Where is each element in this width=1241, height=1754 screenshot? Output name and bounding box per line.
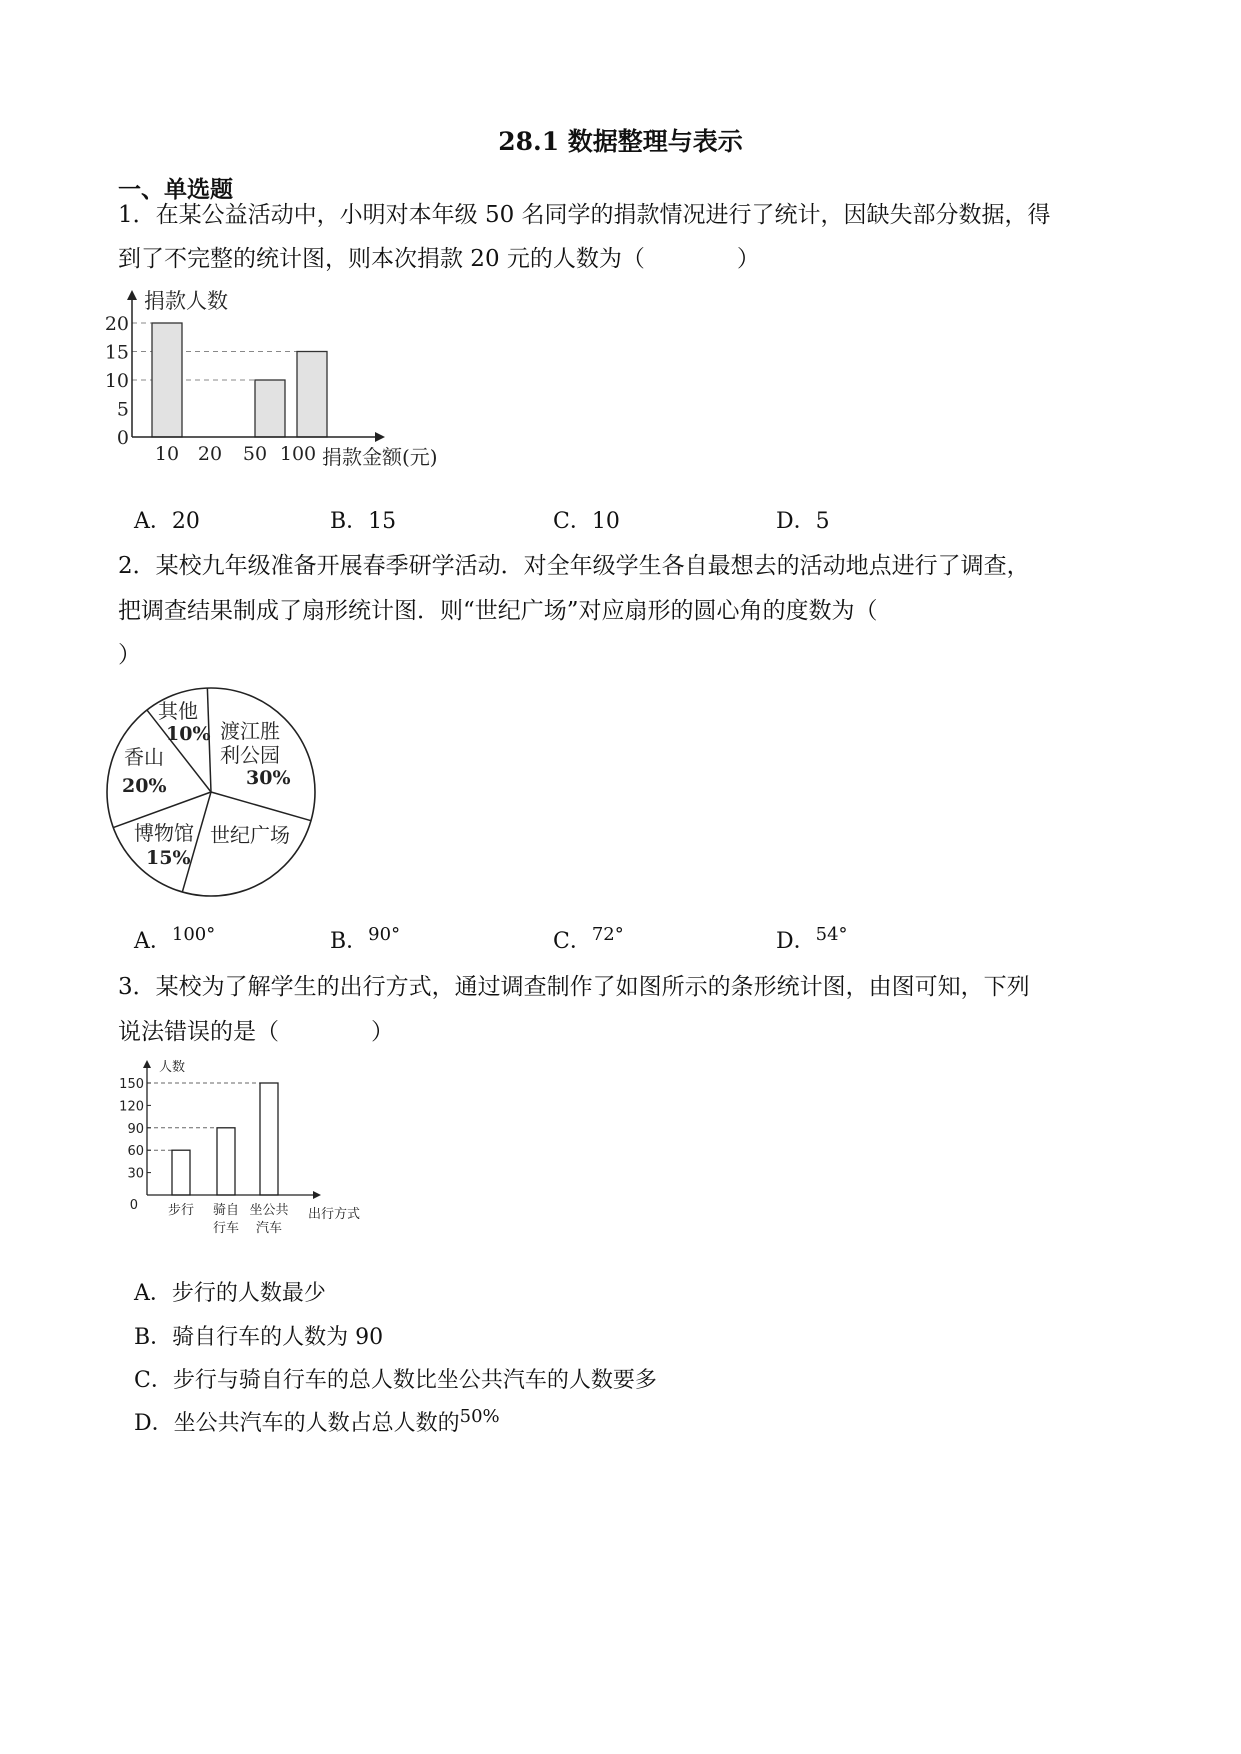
q2-option-d-letter: D． [776, 929, 816, 954]
y-tick-label: 15 [104, 341, 129, 364]
q3-option-d-text: D．坐公共汽车的人数占总人数的 [134, 1411, 460, 1436]
q2-option-c-value: 72° [591, 924, 624, 945]
y-axis-arrow [143, 1060, 151, 1068]
question-3-line-1: 3．某校为了解学生的出行方式，通过调查制作了如图所示的条形统计图，由图可知，下列 [118, 974, 1030, 1000]
slice-label-渡江胜利公园: 渡江胜 [220, 719, 280, 743]
q1-option-b[interactable]: B．15 [330, 509, 397, 534]
y-axis-arrow [127, 290, 137, 300]
q2-option-d-value: 54° [815, 924, 848, 945]
q3-option-c[interactable]: C．步行与骑自行车的总人数比坐公共汽车的人数要多 [134, 1368, 657, 1393]
page-title: 28.1 数据整理与表示 [498, 127, 743, 156]
bar-骑自行车 [217, 1128, 235, 1195]
x-tick-label: 坐公共 [249, 1203, 289, 1218]
question-2-line-3: ） [118, 642, 141, 668]
section-heading: 一、单选题 [118, 176, 233, 203]
q2-option-c-letter: C． [553, 929, 592, 954]
bar-坐公共汽车 [260, 1083, 278, 1195]
question-3-line-2: 说法错误的是（ ） [118, 1019, 394, 1045]
y-tick-label: 0 [116, 427, 129, 449]
slice-percent-渡江胜利公园: 30% [246, 767, 291, 789]
x-tick-label: 骑自 [212, 1203, 240, 1218]
bar-100 [297, 352, 327, 438]
y-tick-label: 150 [119, 1077, 144, 1092]
q2-option-a-letter: A． [134, 929, 172, 954]
q2-option-b-letter: B． [330, 929, 369, 954]
q2-option-a[interactable] [134, 924, 215, 955]
question-2-line-2: 把调查结果制成了扇形统计图．则“世纪广场”对应扇形的圆心角的度数为（ [118, 598, 878, 624]
travel-bar-chart [118, 1050, 378, 1245]
bar-50 [255, 380, 285, 437]
bar-步行 [172, 1150, 190, 1195]
q1-option-c[interactable]: C．10 [553, 509, 620, 534]
slice-label-博物馆: 博物馆 [134, 821, 194, 845]
q2-option-a-value: 100° [171, 924, 216, 945]
x-tick-label: 行车 [212, 1221, 240, 1236]
y-tick-label: 10 [104, 370, 129, 392]
question-1-line-2: 到了不完整的统计图，则本次捐款 20 元的人数为（ ） [118, 246, 760, 272]
q3-option-b[interactable]: B．骑自行车的人数为 90 [134, 1325, 384, 1350]
x-tick-label: 50 [242, 443, 268, 465]
q3-option-d[interactable] [134, 1406, 500, 1437]
slice-percent-香山: 20% [122, 775, 167, 797]
destination-pie-chart [100, 680, 330, 905]
q3-option-a[interactable]: A．步行的人数最少 [134, 1281, 326, 1306]
y-tick-label: 30 [127, 1166, 144, 1182]
question-2-line-1: 2．某校九年级准备开展春季研学活动．对全年级学生各自最想去的活动地点进行了调查， [118, 553, 1030, 579]
y-tick-label: 90 [127, 1121, 144, 1137]
y-tick-label: 20 [104, 313, 129, 335]
question-1-line-1: 1．在某公益活动中，小明对本年级 50 名同学的捐款情况进行了统计，因缺失部分数据，得 [118, 202, 1051, 228]
donation-bar-chart [95, 278, 475, 478]
q2-option-b-value: 90° [368, 924, 401, 945]
q2-option-b[interactable] [330, 924, 400, 955]
q2-option-d[interactable] [776, 924, 848, 955]
bar-10 [152, 323, 182, 437]
x-axis-label: 出行方式 [308, 1207, 361, 1222]
y-tick-label: 0 [129, 1198, 138, 1213]
slice-label-渡江胜利公园: 利公园 [220, 743, 280, 767]
slice-label-世纪广场: 世纪广场 [210, 823, 290, 847]
slice-percent-博物馆: 15% [146, 847, 191, 869]
slice-label-其他: 其他 [158, 699, 198, 723]
y-axis-label: 捐款人数 [144, 289, 228, 313]
y-tick-label: 60 [127, 1144, 144, 1160]
x-tick-label: 20 [197, 443, 223, 465]
x-tick-label: 100 [279, 443, 317, 465]
x-tick-label: 汽车 [255, 1221, 283, 1236]
y-tick-label: 120 [119, 1099, 144, 1115]
q1-option-a[interactable]: A．20 [134, 509, 200, 534]
y-axis-label: 人数 [159, 1060, 186, 1075]
q2-option-c[interactable] [553, 924, 624, 955]
q3-option-d-value: 50% [459, 1406, 500, 1427]
slice-label-香山: 香山 [124, 745, 164, 769]
x-axis-label: 捐款金额(元) [322, 445, 438, 469]
x-axis-arrow [313, 1191, 321, 1199]
y-tick-label: 5 [116, 398, 129, 421]
x-axis-arrow [375, 432, 385, 442]
slice-percent-其他: 10% [166, 723, 211, 745]
x-tick-label: 10 [154, 443, 180, 465]
q1-option-d[interactable]: D．5 [776, 509, 830, 534]
x-tick-label: 步行 [167, 1203, 195, 1218]
